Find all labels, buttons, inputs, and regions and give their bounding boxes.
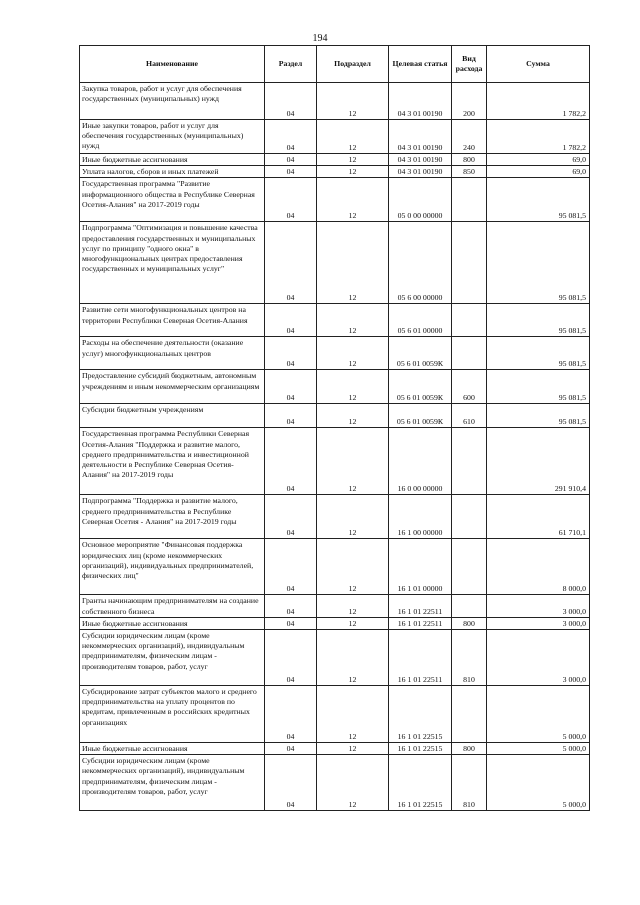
- budget-table: [79, 45, 590, 811]
- table-row: [80, 404, 590, 428]
- row-amount: 95 081,5: [487, 337, 590, 370]
- row-amount: 95 081,5: [487, 222, 590, 304]
- table-row: [80, 595, 590, 617]
- table-row: [80, 83, 590, 120]
- row-name: Иные бюджетные ассигнования: [80, 154, 265, 166]
- table-row: [80, 337, 590, 370]
- row-subsection: 12: [317, 495, 389, 539]
- row-subsection: 12: [317, 686, 389, 743]
- row-name: Государственная программа "Развитие информационного общества в Республике Северная Осетия-Алания" на 2017-2019 годы: [80, 178, 265, 222]
- row-amount: 95 081,5: [487, 370, 590, 404]
- table-row: [80, 120, 590, 154]
- row-section: 04: [265, 222, 317, 304]
- row-name: Иные бюджетные ассигнования: [80, 743, 265, 755]
- row-section: 04: [265, 178, 317, 222]
- row-subsection: 12: [317, 539, 389, 595]
- row-exp-type: [452, 595, 487, 617]
- row-section: 04: [265, 83, 317, 120]
- row-name: Иные бюджетные ассигнования: [80, 617, 265, 629]
- row-section: 04: [265, 595, 317, 617]
- row-exp-type: [452, 304, 487, 337]
- header-target: Целевая статья: [389, 46, 452, 83]
- row-name: Основное мероприятие "Финансовая поддержка юридических лиц (кроме некоммерческих организаций), индивидуальных предпринимателей, физических лиц": [80, 539, 265, 595]
- row-target: 05 6 01 0059К: [389, 404, 452, 428]
- row-amount: 3 000,0: [487, 630, 590, 686]
- row-exp-type: 810: [452, 630, 487, 686]
- row-exp-type: 200: [452, 83, 487, 120]
- row-subsection: 12: [317, 630, 389, 686]
- row-name: Расходы на обеспечение деятельности (оказание услуг) многофункциональных центров: [80, 337, 265, 370]
- row-section: 04: [265, 404, 317, 428]
- row-amount: 291 910,4: [487, 428, 590, 495]
- row-name: Развитие сети многофункциональных центров на территории Республики Северная Осетия-Алания: [80, 304, 265, 337]
- row-target: 16 1 01 22515: [389, 743, 452, 755]
- row-exp-type: [452, 539, 487, 595]
- row-subsection: 12: [317, 617, 389, 629]
- row-exp-type: 800: [452, 154, 487, 166]
- row-target: 05 6 01 0059К: [389, 337, 452, 370]
- row-subsection: 12: [317, 178, 389, 222]
- row-section: 04: [265, 370, 317, 404]
- row-subsection: 12: [317, 120, 389, 154]
- row-amount: 95 081,5: [487, 178, 590, 222]
- row-name: Субсидирование затрат субъектов малого и среднего предпринимательства на уплату процентов по кредитам, привлеченным в российских кредитных организациях: [80, 686, 265, 743]
- row-name: Гранты начинающим предпринимателям на создание собственного бизнеса: [80, 595, 265, 617]
- row-subsection: 12: [317, 304, 389, 337]
- row-amount: 95 081,5: [487, 404, 590, 428]
- row-section: 04: [265, 337, 317, 370]
- row-name: Предоставление субсидий бюджетным, автономным учреждениям и иным некоммерческим организациям: [80, 370, 265, 404]
- table-row: [80, 428, 590, 495]
- row-target: 05 6 00 00000: [389, 222, 452, 304]
- table-row: [80, 686, 590, 743]
- row-exp-type: 800: [452, 743, 487, 755]
- row-exp-type: [452, 178, 487, 222]
- row-subsection: 12: [317, 222, 389, 304]
- row-section: 04: [265, 120, 317, 154]
- row-target: 04 3 01 00190: [389, 154, 452, 166]
- row-amount: 95 081,5: [487, 304, 590, 337]
- header-row: [80, 46, 590, 83]
- table-row: [80, 630, 590, 686]
- table-row: [80, 539, 590, 595]
- page-number: 194: [312, 33, 328, 44]
- row-exp-type: [452, 428, 487, 495]
- row-target: 16 1 01 22515: [389, 755, 452, 811]
- table-row: [80, 617, 590, 629]
- row-amount: 1 782,2: [487, 83, 590, 120]
- row-section: 04: [265, 743, 317, 755]
- row-target: 04 3 01 00190: [389, 120, 452, 154]
- header-exp-type: Вид расхода: [452, 46, 487, 83]
- row-exp-type: 850: [452, 166, 487, 178]
- table-row: [80, 166, 590, 178]
- row-subsection: 12: [317, 83, 389, 120]
- header-section: Раздел: [265, 46, 317, 83]
- row-amount: 3 000,0: [487, 595, 590, 617]
- row-exp-type: 240: [452, 120, 487, 154]
- header-subsection: Подраздел: [317, 46, 389, 83]
- row-target: 05 6 01 0059К: [389, 370, 452, 404]
- row-name: Закупка товаров, работ и услуг для обеспечения государственных (муниципальных) нужд: [80, 83, 265, 120]
- row-target: 16 0 00 00000: [389, 428, 452, 495]
- row-target: 16 1 01 22511: [389, 617, 452, 629]
- row-name: Субсидии юридическим лицам (кроме некоммерческих организаций), индивидуальным предпринимателям, физическим лицам - производителям товаров, работ, услуг: [80, 630, 265, 686]
- row-subsection: 12: [317, 404, 389, 428]
- row-exp-type: [452, 686, 487, 743]
- row-section: 04: [265, 428, 317, 495]
- header-amount: Сумма: [487, 46, 590, 83]
- row-amount: 5 000,0: [487, 743, 590, 755]
- row-target: 16 1 01 00000: [389, 539, 452, 595]
- row-amount: 69,0: [487, 166, 590, 178]
- row-exp-type: [452, 337, 487, 370]
- row-subsection: 12: [317, 595, 389, 617]
- row-name: Иные закупки товаров, работ и услуг для обеспечения государственных (муниципальных) нужд: [80, 120, 265, 154]
- header-name: Наименование: [80, 46, 265, 83]
- row-amount: 5 000,0: [487, 755, 590, 811]
- table-row: [80, 370, 590, 404]
- row-amount: 61 710,1: [487, 495, 590, 539]
- row-amount: 3 000,0: [487, 617, 590, 629]
- table-row: [80, 178, 590, 222]
- row-section: 04: [265, 495, 317, 539]
- row-name: Подпрограмма "Поддержка и развитие малого, среднего предпринимательства в Республике Северная Осетия - Алания" на 2017-2019 годы: [80, 495, 265, 539]
- row-target: 16 1 01 22515: [389, 686, 452, 743]
- row-exp-type: [452, 495, 487, 539]
- row-exp-type: [452, 222, 487, 304]
- row-name: Субсидии бюджетным учреждениям: [80, 404, 265, 428]
- row-section: 04: [265, 755, 317, 811]
- row-target: 05 6 01 00000: [389, 304, 452, 337]
- table-row: [80, 495, 590, 539]
- row-target: 04 3 01 00190: [389, 83, 452, 120]
- row-subsection: 12: [317, 337, 389, 370]
- row-subsection: 12: [317, 755, 389, 811]
- row-subsection: 12: [317, 154, 389, 166]
- table-row: [80, 222, 590, 304]
- row-section: 04: [265, 686, 317, 743]
- row-target: 16 1 01 22511: [389, 630, 452, 686]
- row-section: 04: [265, 154, 317, 166]
- row-name: Подпрограмма "Оптимизация и повышение качества предоставления государственных и муниципальных услуг по принципу "одного окна" в многофункциональных центрах предоставления государственных и муниципальных услуг": [80, 222, 265, 304]
- row-section: 04: [265, 617, 317, 629]
- row-amount: 8 000,0: [487, 539, 590, 595]
- row-exp-type: 600: [452, 370, 487, 404]
- table-row: [80, 755, 590, 811]
- row-name: Субсидии юридическим лицам (кроме некоммерческих организаций), индивидуальным предпринимателям, физическим лицам - производителям товаров, работ, услуг: [80, 755, 265, 811]
- row-subsection: 12: [317, 166, 389, 178]
- table-row: [80, 743, 590, 755]
- row-amount: 1 782,2: [487, 120, 590, 154]
- row-subsection: 12: [317, 428, 389, 495]
- row-section: 04: [265, 539, 317, 595]
- row-exp-type: 810: [452, 755, 487, 811]
- row-subsection: 12: [317, 743, 389, 755]
- row-section: 04: [265, 166, 317, 178]
- row-amount: 69,0: [487, 154, 590, 166]
- row-name: Уплата налогов, сборов и иных платежей: [80, 166, 265, 178]
- row-target: 04 3 01 00190: [389, 166, 452, 178]
- row-section: 04: [265, 630, 317, 686]
- row-target: 16 1 01 22511: [389, 595, 452, 617]
- row-subsection: 12: [317, 370, 389, 404]
- row-exp-type: 610: [452, 404, 487, 428]
- row-target: 05 0 00 00000: [389, 178, 452, 222]
- row-target: 16 1 00 00000: [389, 495, 452, 539]
- row-exp-type: 800: [452, 617, 487, 629]
- table-row: [80, 154, 590, 166]
- row-section: 04: [265, 304, 317, 337]
- table-row: [80, 304, 590, 337]
- row-amount: 5 000,0: [487, 686, 590, 743]
- row-name: Государственная программа Республики Северная Осетия-Алания "Поддержка и развитие малого, среднего предпринимательства и инвестиционной деятельности в Республике Северная Осетия-Алания" на 2017-2019 годы: [80, 428, 265, 495]
